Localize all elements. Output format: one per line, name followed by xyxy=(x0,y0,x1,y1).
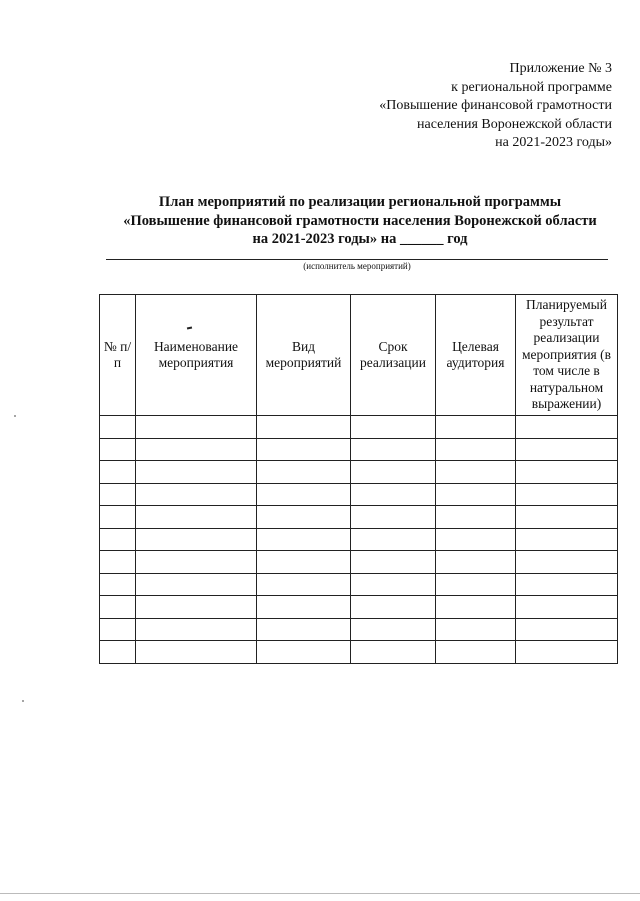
header-target-audience: Целевая аудитория xyxy=(436,295,516,416)
appendix-line: «Повышение финансовой грамотности xyxy=(379,98,612,113)
page-bottom-edge xyxy=(0,893,640,894)
table-row xyxy=(100,483,618,506)
table-cell xyxy=(516,641,618,664)
title-line: «Повышение финансовой грамотности населения Воронежской области xyxy=(123,212,597,229)
table-cell xyxy=(436,483,516,506)
table-cell xyxy=(516,506,618,529)
header-event-name: Наименование мероприятия xyxy=(136,295,257,416)
table-cell xyxy=(100,551,136,574)
table-cell xyxy=(516,416,618,439)
table-cell xyxy=(100,416,136,439)
scan-speck xyxy=(22,700,24,702)
table-cell xyxy=(351,506,436,529)
table-cell xyxy=(257,551,351,574)
table-cell xyxy=(351,461,436,484)
table-cell xyxy=(351,528,436,551)
title-line: План мероприятий по реализации региональной программы xyxy=(158,194,562,210)
table-cell xyxy=(100,596,136,619)
appendix-line: на 2021-2023 годы» xyxy=(495,135,612,150)
table-cell xyxy=(100,506,136,529)
table-cell xyxy=(100,528,136,551)
appendix-header xyxy=(379,60,612,153)
table-cell xyxy=(436,506,516,529)
table-cell xyxy=(100,438,136,461)
table-row xyxy=(100,551,618,574)
table-cell xyxy=(351,483,436,506)
table-cell xyxy=(257,641,351,664)
table-cell xyxy=(351,551,436,574)
table-cell xyxy=(136,416,257,439)
table-row xyxy=(100,596,618,619)
table-body xyxy=(100,416,618,664)
table-cell xyxy=(516,461,618,484)
table-row xyxy=(100,438,618,461)
appendix-line: населения Воронежской области xyxy=(417,116,612,132)
table-cell xyxy=(100,461,136,484)
table-cell xyxy=(516,438,618,461)
scan-speck xyxy=(14,415,16,417)
table-cell xyxy=(100,573,136,596)
header-planned-result: Планируемый результат реализации мероприятия (в том числе в натуральном выражении) xyxy=(516,295,618,416)
table-row xyxy=(100,618,618,641)
document-title xyxy=(100,193,620,249)
table-cell xyxy=(516,618,618,641)
table-row xyxy=(100,573,618,596)
table-row xyxy=(100,528,618,551)
table-cell xyxy=(351,618,436,641)
table-cell xyxy=(257,618,351,641)
table-cell xyxy=(436,551,516,574)
table-cell xyxy=(136,528,257,551)
table-cell xyxy=(136,551,257,574)
table-cell xyxy=(516,528,618,551)
table-cell xyxy=(136,438,257,461)
header-event-type: Вид мероприятий xyxy=(257,295,351,416)
header-number: № п/п xyxy=(100,295,136,416)
table-cell xyxy=(257,506,351,529)
table-row xyxy=(100,461,618,484)
table-row xyxy=(100,416,618,439)
table-cell xyxy=(136,506,257,529)
table-cell xyxy=(351,596,436,619)
table-cell xyxy=(436,461,516,484)
table-cell xyxy=(257,416,351,439)
table-cell xyxy=(436,573,516,596)
table-cell xyxy=(351,416,436,439)
table-cell xyxy=(436,528,516,551)
table-cell xyxy=(436,596,516,619)
table-cell xyxy=(257,483,351,506)
table-cell xyxy=(351,573,436,596)
table-cell xyxy=(136,573,257,596)
executor-fill-line xyxy=(106,259,608,260)
table-cell xyxy=(136,483,257,506)
table-cell xyxy=(516,573,618,596)
table-cell xyxy=(436,438,516,461)
appendix-line: Приложение № 3 xyxy=(509,61,612,76)
table-header-row xyxy=(100,295,618,416)
appendix-line: к региональной программе xyxy=(451,79,612,95)
table-cell xyxy=(351,641,436,664)
table-cell xyxy=(136,596,257,619)
table-cell xyxy=(136,641,257,664)
title-line: на 2021-2023 годы» на ______ год xyxy=(252,231,468,247)
table-cell xyxy=(257,438,351,461)
table-cell xyxy=(516,483,618,506)
table-cell xyxy=(516,551,618,574)
table-cell xyxy=(257,461,351,484)
table-cell xyxy=(257,596,351,619)
table-cell xyxy=(257,573,351,596)
table-cell xyxy=(136,618,257,641)
executor-caption: (исполнитель мероприятий) xyxy=(303,261,411,271)
table-cell xyxy=(516,596,618,619)
table-cell xyxy=(100,483,136,506)
table-cell xyxy=(100,641,136,664)
table-cell xyxy=(100,618,136,641)
events-plan-table xyxy=(99,294,618,664)
table-cell xyxy=(436,618,516,641)
table-cell xyxy=(136,461,257,484)
table-cell xyxy=(436,416,516,439)
table-cell xyxy=(257,528,351,551)
header-implementation-period: Срок реализации xyxy=(351,295,436,416)
table-cell xyxy=(436,641,516,664)
table-row xyxy=(100,641,618,664)
table-cell xyxy=(351,438,436,461)
table-row xyxy=(100,506,618,529)
